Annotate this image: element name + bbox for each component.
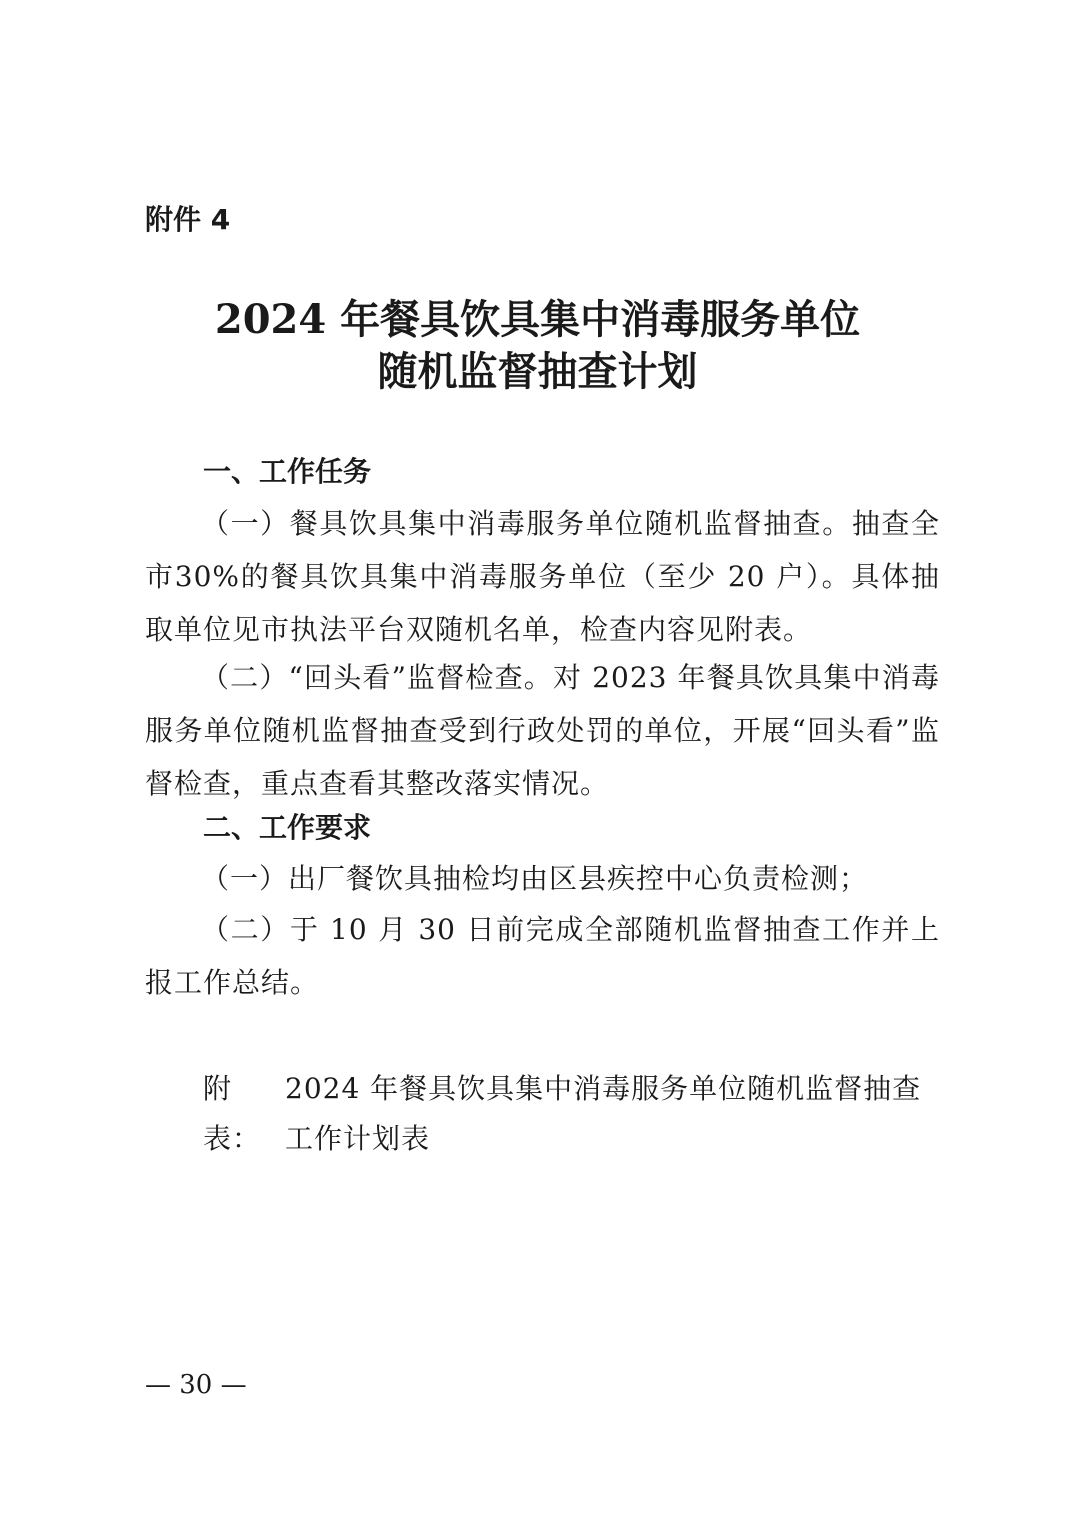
task-item-1: （一）餐具饮具集中消毒服务单位随机监督抽查。抽查全市30%的餐具饮具集中消毒服务单位（至少 20 户）。具体抽取单位见市执法平台双随机名单，检查内容见附表。 bbox=[145, 507, 940, 646]
appendix-text: 2024 年餐具饮具集中消毒服务单位随机监督抽查工作计划表 bbox=[285, 1072, 922, 1155]
document-title-line1: 2024 年餐具饮具集中消毒服务单位 bbox=[214, 296, 861, 343]
section-heading-tasks: 一、工作任务 bbox=[203, 455, 372, 488]
requirement-item-1: （一）出厂餐饮具抽检均由区县疾控中心负责检测； bbox=[201, 862, 869, 895]
appendix-label: 附表： bbox=[203, 1072, 262, 1155]
page-number: — 30 — bbox=[145, 1370, 247, 1400]
document-title-line2: 随机监督抽查计划 bbox=[377, 348, 698, 395]
section-heading-requirements: 二、工作要求 bbox=[203, 811, 372, 844]
task-item-2: （二）“回头看”监督检查。对 2023 年餐具饮具集中消毒服务单位随机监督抽查受到行政处罚的单位，开展“回头看”监督检查，重点查看其整改落实情况。 bbox=[145, 661, 940, 800]
requirement-item-2: （二）于 10 月 30 日前完成全部随机监督抽查工作并上报工作总结。 bbox=[145, 913, 940, 999]
appendix-note bbox=[203, 1064, 943, 1164]
attachment-label: 附件 4 bbox=[145, 203, 231, 236]
